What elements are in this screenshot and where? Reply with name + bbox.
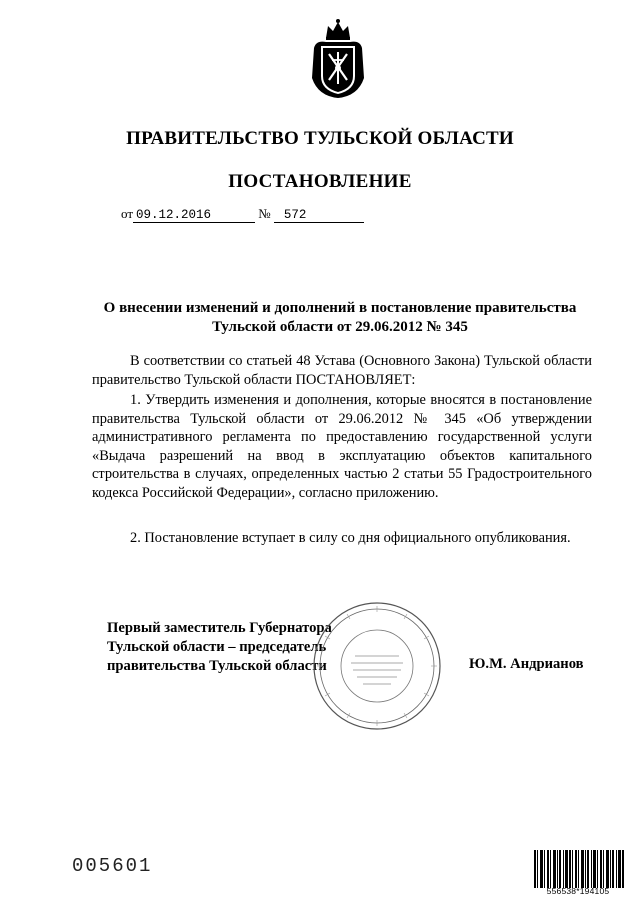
body-paragraph: 1. Утвердить изменения и дополнения, которые вносятся в постановление правительства Тульской области от 29.06.2012 № 345 «Об утверждении административного регламента по предоставлению государственной услуги «Выдача разрешений на ввод в эксплуатацию объектов капитального строительства в случаях, определенных частью 2 статьи 55 Градостроительного кодекса Российской Федерации», согласно приложению. xyxy=(92,392,592,501)
official-stamp-icon xyxy=(311,600,443,732)
number-prefix: № xyxy=(258,206,271,221)
signer-position xyxy=(107,619,332,677)
coat-of-arms-icon xyxy=(308,18,368,100)
signer-line: Первый заместитель Губернатора xyxy=(107,620,332,636)
body-paragraph: В соответствии со статьей 48 Устава (Основного Закона) Тульской области правительство Тульской области ПОСТАНОВЛЯЕТ: xyxy=(92,353,592,388)
document-type: ПОСТАНОВЛЕНИЕ xyxy=(228,171,412,192)
document-subject xyxy=(80,299,600,337)
government-title: ПРАВИТЕЛЬСТВО ТУЛЬСКОЙ ОБЛАСТИ xyxy=(126,128,514,149)
signer-line: правительства Тульской области xyxy=(107,658,327,675)
registration-line xyxy=(121,206,364,223)
subject-line: О внесении изменений и дополнений в постановление правительства xyxy=(103,300,577,316)
subject-line: Тульской области от 29.06.2012 № 345 xyxy=(212,319,468,335)
signer-line: Тульской области – председатель xyxy=(107,639,327,656)
barcode-icon xyxy=(534,850,624,888)
serial-number: 005601 xyxy=(72,855,153,877)
document-number: 572 xyxy=(274,208,364,223)
document-date: 09.12.2016 xyxy=(133,208,255,223)
date-prefix: от xyxy=(121,206,134,221)
body-paragraph: 2. Постановление вступает в силу со дня официального опубликования. xyxy=(130,530,571,546)
signer-name: Ю.М. Андрианов xyxy=(469,656,584,672)
barcode-number: 556538*194105 xyxy=(546,886,610,896)
